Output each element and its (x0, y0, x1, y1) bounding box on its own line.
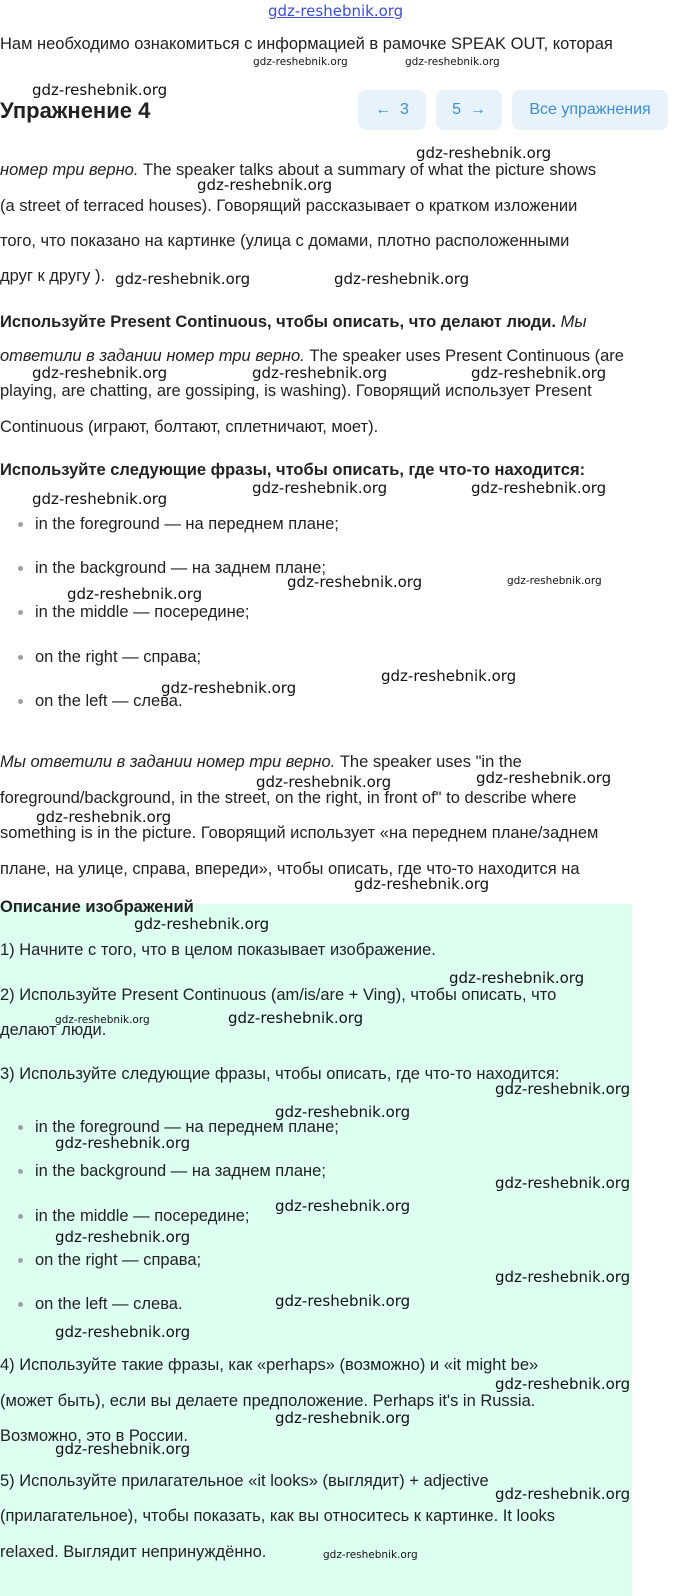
watermark: gdz-reshebnik.org (55, 1134, 191, 1152)
arrow-right-icon: → (469, 101, 486, 118)
watermark: gdz-reshebnik.org (405, 56, 500, 68)
watermark: gdz-reshebnik.org (495, 1268, 631, 1286)
watermark: gdz-reshebnik.org (32, 364, 168, 382)
p4-line-4: плане, на улице, справа, впереди», чтобы описать, где что-то находится на (0, 860, 580, 878)
watermark: gdz-reshebnik.org (253, 56, 348, 68)
list-bullet (18, 1169, 23, 1174)
box-step-3: 3) Используйте следующие фразы, чтобы описать, где что-то находится: (0, 1065, 560, 1083)
watermark: gdz-reshebnik.org (471, 479, 607, 497)
p4-italic: Мы ответили в задании номер три верно. (0, 753, 336, 771)
watermark: gdz-reshebnik.org (495, 1080, 631, 1098)
watermark: gdz-reshebnik.org (55, 1323, 191, 1341)
watermark: gdz-reshebnik.org (36, 808, 172, 826)
list-bullet (18, 522, 23, 527)
watermark: gdz-reshebnik.org (507, 575, 602, 587)
watermark: gdz-reshebnik.org (449, 969, 585, 987)
box-item: in the middle — посередине; (35, 1207, 250, 1225)
p4-line-3: something is in the picture. Говорящий использует «на переднем плане/заднем (0, 824, 599, 842)
watermark: gdz-reshebnik.org (476, 769, 612, 787)
watermark: gdz-reshebnik.org (256, 773, 392, 791)
list-bullet (18, 566, 23, 571)
watermark: gdz-reshebnik.org (228, 1009, 364, 1027)
next-exercise-label: 5 (452, 101, 461, 118)
box-step-4-line-2: (может быть), если вы делаете предположение. Perhaps it's in Russia. (0, 1392, 536, 1410)
watermark: gdz-reshebnik.org (416, 144, 552, 162)
watermark: gdz-reshebnik.org (115, 270, 251, 288)
box-item: in the background — на заднем плане; (35, 1162, 326, 1180)
box-heading: Описание изображений (0, 898, 194, 916)
box-item: in the foreground — на переднем плане; (35, 1118, 339, 1136)
p1-italic: номер три верно. (0, 161, 139, 179)
watermark: gdz-reshebnik.org (471, 364, 607, 382)
watermark: gdz-reshebnik.org (275, 1292, 411, 1310)
next-exercise-button[interactable] (436, 90, 502, 130)
p1-line-4: друг к другу ). (0, 267, 106, 285)
p3-item: on the left — слева. (35, 692, 183, 710)
box-item: on the left — слева. (35, 1295, 183, 1313)
p3-item: on the right — справа; (35, 648, 202, 666)
watermark-top-link[interactable]: gdz-reshebnik.org (268, 2, 404, 20)
list-bullet (18, 699, 23, 704)
watermark: gdz-reshebnik.org (32, 490, 168, 508)
list-bullet (18, 1258, 23, 1263)
list-bullet (18, 610, 23, 615)
p1-line-2: (a street of terraced houses). Говорящий рассказывает о кратком изложении (0, 197, 578, 215)
p2-line-3: playing, are chatting, are gossiping, is washing). Говорящий использует Present (0, 382, 592, 400)
p2-line-1 (0, 312, 587, 332)
intro-line: Нам необходимо ознакомиться с информацией в рамочке SPEAK OUT, которая (0, 35, 613, 53)
box-step-5-line-1: 5) Используйте прилагательное «it looks» (выглядит) + adjective (0, 1472, 489, 1490)
watermark: gdz-reshebnik.org (32, 81, 168, 99)
watermark: gdz-reshebnik.org (323, 1549, 418, 1561)
p3-heading: Используйте следующие фразы, чтобы описать, где что-то находится: (0, 461, 586, 479)
p2-italic-2: ответили в задании номер три верно. (0, 347, 305, 365)
watermark: gdz-reshebnik.org (275, 1197, 411, 1215)
p2-line-2 (0, 346, 624, 366)
watermark: gdz-reshebnik.org (495, 1174, 631, 1192)
watermark: gdz-reshebnik.org (67, 585, 203, 603)
watermark: gdz-reshebnik.org (55, 1228, 191, 1246)
watermark: gdz-reshebnik.org (495, 1375, 631, 1393)
watermark: gdz-reshebnik.org (287, 573, 423, 591)
watermark: gdz-reshebnik.org (252, 364, 388, 382)
list-bullet (18, 1302, 23, 1307)
p2-text: The speaker uses Present Continuous (are (304, 347, 624, 365)
p3-item: in the background — на заднем плане; (35, 559, 326, 577)
box-step-5-line-3: relaxed. Выглядит непринуждённо. (0, 1543, 267, 1561)
box-item: on the right — справа; (35, 1251, 202, 1269)
watermark: gdz-reshebnik.org (275, 1409, 411, 1427)
watermark: gdz-reshebnik.org (134, 915, 270, 933)
all-exercises-button[interactable]: Все упражнения (512, 90, 668, 130)
watermark: gdz-reshebnik.org (334, 270, 470, 288)
p2-italic: Мы (556, 313, 587, 331)
p4-line-1 (0, 752, 522, 772)
p3-item: in the foreground — на переднем плане; (35, 515, 339, 533)
p4-text: The speaker uses "in the (335, 753, 522, 771)
prev-exercise-button[interactable] (358, 90, 426, 130)
watermark: gdz-reshebnik.org (275, 1103, 411, 1121)
box-step-2-line-1: 2) Используйте Present Continuous (am/is/are + Ving), чтобы описать, что (0, 986, 557, 1004)
box-step-1: 1) Начните с того, что в целом показывает изображение. (0, 941, 436, 959)
watermark: gdz-reshebnik.org (55, 1440, 191, 1458)
watermark: gdz-reshebnik.org (354, 875, 490, 893)
watermark: gdz-reshebnik.org (381, 667, 517, 685)
arrow-left-icon: ← (375, 101, 392, 118)
page-title: Упражнение 4 (0, 98, 151, 123)
box-step-4-line-1: 4) Используйте такие фразы, как «perhaps» (возможно) и «it might be» (0, 1356, 539, 1374)
p1-text: The speaker talks about a summary of what the picture shows (138, 161, 597, 179)
box-step-4-line-3: Возможно, это в России. (0, 1427, 188, 1445)
list-bullet (18, 655, 23, 660)
list-bullet (18, 1214, 23, 1219)
p1-line-3: того, что показано на картинке (улица с домами, плотно расположенными (0, 232, 570, 250)
list-bullet (18, 1125, 23, 1130)
watermark: gdz-reshebnik.org (197, 176, 333, 194)
p3-item: in the middle — посередине; (35, 603, 250, 621)
p2-line-4: Continuous (играют, болтают, сплетничают, моет). (0, 418, 379, 436)
box-step-2-line-2: делают люди. (0, 1021, 107, 1039)
p2-bold: Используйте Present Continuous, чтобы описать, что делают люди. (0, 313, 557, 331)
prev-exercise-label: 3 (399, 101, 409, 118)
watermark: gdz-reshebnik.org (55, 1014, 150, 1026)
p4-line-2: foreground/background, in the street, on the right, in front of" to describe where (0, 789, 577, 807)
watermark: gdz-reshebnik.org (161, 679, 297, 697)
box-step-5-line-2: (прилагательное), чтобы показать, как вы относитесь к картинке. It looks (0, 1507, 556, 1525)
watermark: gdz-reshebnik.org (495, 1485, 631, 1503)
watermark: gdz-reshebnik.org (252, 479, 388, 497)
